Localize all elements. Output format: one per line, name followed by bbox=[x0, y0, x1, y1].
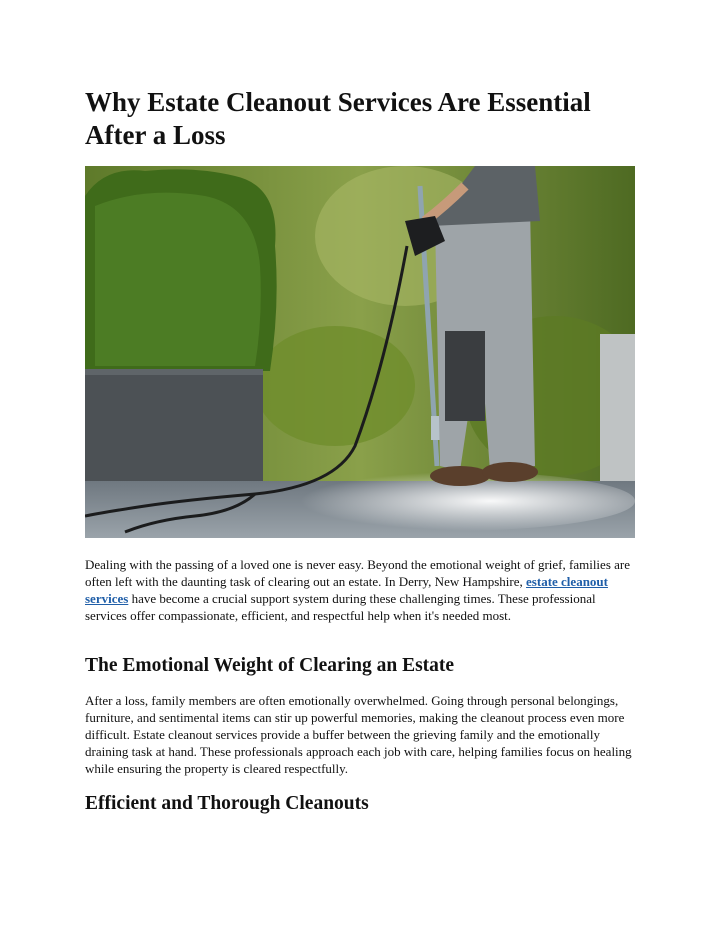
intro-text-end: have become a crucial support system during these challenging times. These professional services offer compassionate, efficient, and respectful help when it's needed most. bbox=[85, 591, 596, 623]
intro-paragraph bbox=[85, 556, 637, 624]
estate-cleanout-services-link[interactable]: estate cleanout services bbox=[85, 574, 608, 606]
page-title: Why Estate Cleanout Services Are Essential After a Loss bbox=[85, 87, 591, 150]
intro-text-start: Dealing with the passing of a loved one is never easy. Beyond the emotional weight of grief, families are often left with the daunting task of clearing out an estate. In Derry, New Hampshire, bbox=[85, 557, 630, 589]
hero-image bbox=[85, 166, 635, 538]
section-heading-efficient-cleanouts: Efficient and Thorough Cleanouts bbox=[85, 793, 369, 814]
section-paragraph-emotional-weight: After a loss, family members are often emotionally overwhelmed. Going through personal belongings, furniture, and sentimental items can stir up powerful memories, making the cleanout process even more difficult. Estate cleanout services provide a buffer between the grieving family and the emotionally draining task at hand. These professionals approach each job with care, helping families focus on healing while ensuring the property is cleared respectfully. bbox=[85, 693, 632, 776]
section-heading-emotional-weight: The Emotional Weight of Clearing an Estate bbox=[85, 655, 455, 676]
